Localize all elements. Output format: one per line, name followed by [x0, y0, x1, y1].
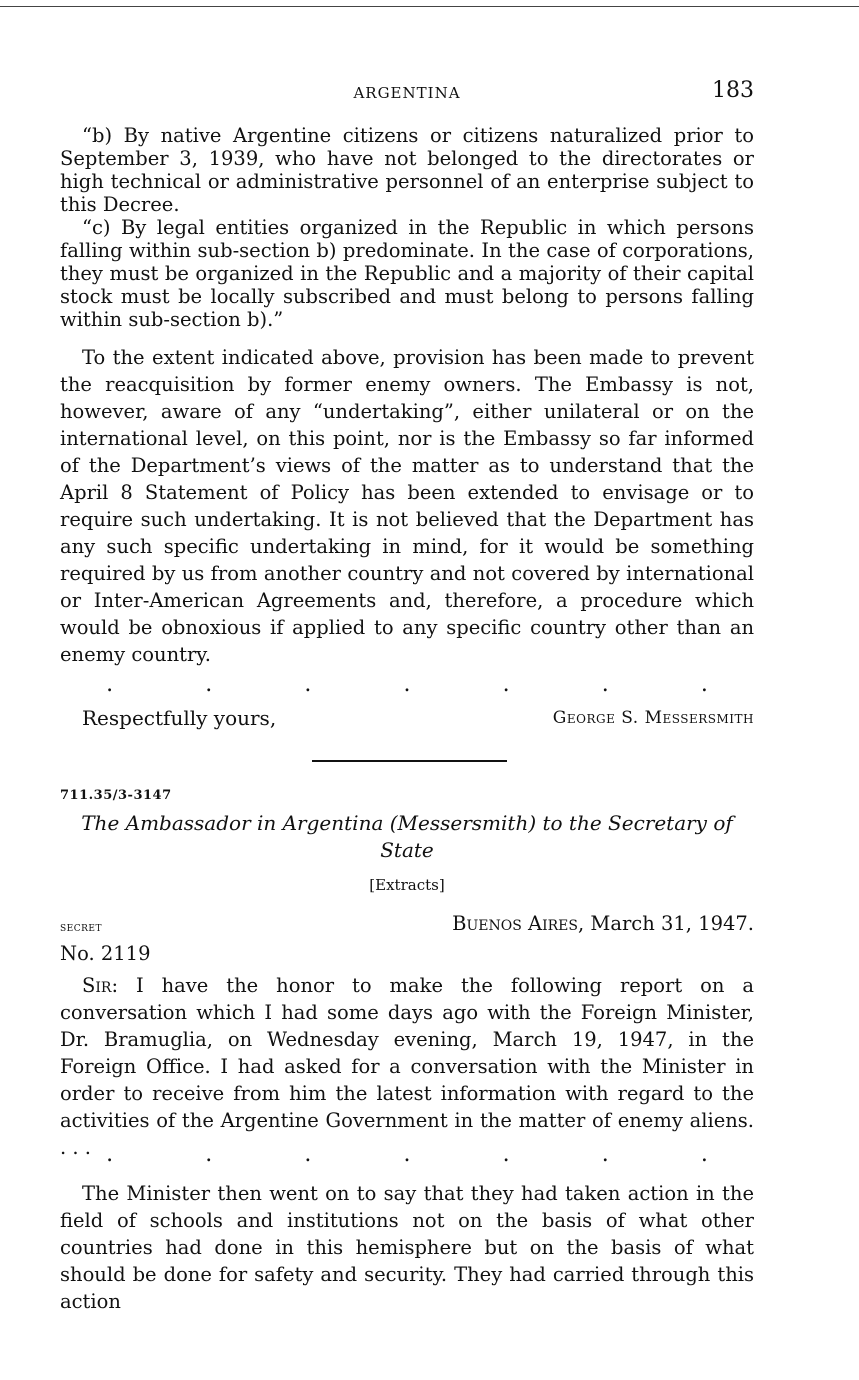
paragraph-text: : I have the honor to make the following report on a conversation which I had some days ago with the Foreign Minister, Dr. Bramuglia, on Wednesday evening, March 19, 1947, in the Foreign Office. I had asked for a conversation with the Minister in order to receive from him the latest information with regard to the activities of the Argentine Government in the matter of enemy aliens. . . .: [60, 974, 754, 1159]
signature: George S. Messersmith: [552, 708, 754, 728]
ellipsis-dot: .: [205, 1142, 213, 1167]
ellipsis-dot: .: [502, 672, 510, 697]
ellipsis-dot: .: [700, 1142, 708, 1167]
ellipsis-dot: .: [403, 672, 411, 697]
quote-paragraph-c: “c) By legal entities organized in the Republic in which persons falling within sub-section b) predominate. In the case of corporations, they must be organized in the Republic and a majority of their capital stock must be locally subscribed and must belong to persons falling within sub-section b).”: [60, 216, 754, 331]
ellipsis-dot: .: [304, 672, 312, 697]
document-meta: [60, 912, 754, 965]
top-rule: [0, 6, 859, 7]
body-section-2: [60, 972, 754, 1167]
file-number: 711.35/3-3147: [60, 788, 172, 803]
ellipsis-row: [60, 1142, 754, 1167]
letter-closing: [60, 706, 754, 736]
ellipsis-dot: .: [205, 672, 213, 697]
quote-paragraph-b: “b) By native Argentine citizens or citizens naturalized prior to September 3, 1939, who have not belonged to the directorates or high technical or administrative personnel of an enterprise subject to this Decree.: [60, 124, 754, 216]
ellipsis-dot: .: [106, 1142, 114, 1167]
page-number: 183: [712, 78, 754, 103]
body-section-3: [60, 1180, 754, 1315]
body-paragraph: To the extent indicated above, provision has been made to prevent the reacquisition by former enemy owners. The Embassy is not, however, aware of any “undertaking”, either unilateral or on the international level, on this point, nor is the Embassy so far informed of the Department’s views of the matter as to understand that the April 8 Statement of Policy has been extended to envisage or to require such undertaking. It is not believed that the Department has any such specific undertaking in mind, for it would be something required by us from another country and not covered by international or Inter-American Agreements and, therefore, a procedure which would be obnoxious if applied to any specific country other than an enemy country.: [60, 346, 754, 666]
document-subtitle: [Extracts]: [369, 876, 445, 894]
ellipsis-dot: .: [601, 1142, 609, 1167]
body-section-1: [60, 344, 754, 668]
body-paragraph: The Minister then went on to say that they had taken action in the field of schools and institutions not on the basis of what other countries had done in this hemisphere but on the basis of what should be done for safety and security. They had carried through this action: [60, 1182, 754, 1313]
section-separator: [312, 760, 507, 762]
ellipsis-dot: .: [601, 672, 609, 697]
body-paragraph: [60, 972, 754, 1167]
page-header: [60, 78, 754, 104]
classification-label: secret: [60, 920, 102, 935]
document-number: No. 2119: [60, 942, 151, 965]
complimentary-close: Respectfully yours,: [82, 706, 277, 730]
dateline: [452, 912, 754, 935]
ellipsis-dot: .: [106, 672, 114, 697]
ellipsis-row: [60, 672, 754, 697]
ellipsis-dot: .: [304, 1142, 312, 1167]
quoted-decree-text: [60, 124, 754, 331]
dateline-date: March 31, 1947.: [584, 912, 754, 935]
document-title: The Ambassador in Argentina (Messersmith) to the Secretary of State: [81, 811, 733, 862]
ellipsis-dot: .: [700, 672, 708, 697]
ellipsis-dot: .: [403, 1142, 411, 1167]
ellipsis-dot: .: [502, 1142, 510, 1167]
running-title: ARGENTINA: [353, 84, 461, 102]
salutation: Sir: [82, 974, 112, 997]
dateline-city: Buenos Aires,: [452, 912, 585, 935]
